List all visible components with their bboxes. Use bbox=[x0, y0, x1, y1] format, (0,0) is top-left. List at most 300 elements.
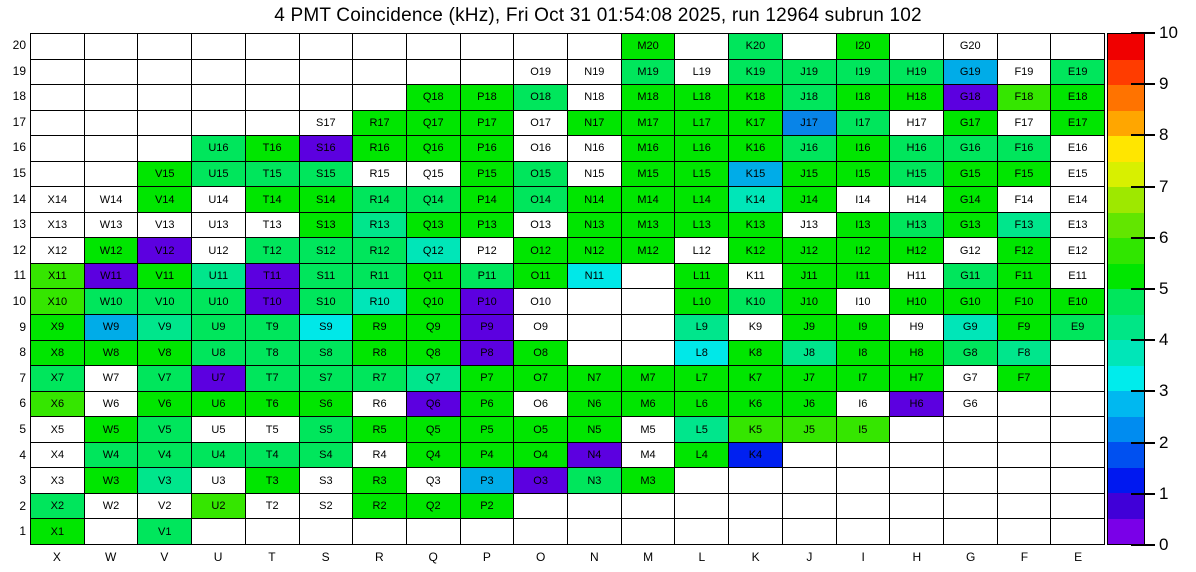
grid-cell bbox=[729, 238, 783, 264]
grid-cell bbox=[998, 238, 1052, 264]
grid-cell bbox=[461, 187, 515, 213]
grid-cell bbox=[300, 417, 354, 443]
grid-cell bbox=[353, 494, 407, 520]
grid-cell-label: P10 bbox=[477, 295, 497, 308]
colorbar-segment bbox=[1108, 340, 1144, 366]
grid-cell-label: U10 bbox=[208, 295, 229, 308]
grid-cell bbox=[461, 392, 515, 418]
grid-cell bbox=[837, 417, 891, 443]
grid-cell-label: T11 bbox=[263, 270, 282, 283]
grid-cell-label: L8 bbox=[695, 346, 708, 359]
grid-cell-label: U12 bbox=[208, 244, 229, 257]
grid-cell bbox=[300, 519, 354, 545]
grid-cell bbox=[514, 136, 568, 162]
colorbar-tick-label: 6 bbox=[1159, 227, 1169, 247]
grid-cell bbox=[944, 289, 998, 315]
grid-cell-label: L13 bbox=[692, 219, 711, 232]
grid-cell bbox=[31, 468, 85, 494]
grid-cell bbox=[461, 136, 515, 162]
grid-cell bbox=[31, 34, 85, 60]
grid-cell-label: S2 bbox=[319, 500, 333, 513]
grid-cell bbox=[407, 264, 461, 290]
grid-cell-label: H15 bbox=[906, 168, 927, 181]
grid-cell bbox=[246, 392, 300, 418]
grid-cell bbox=[192, 85, 246, 111]
grid-cell bbox=[783, 264, 837, 290]
grid-cell bbox=[461, 34, 515, 60]
grid-cell bbox=[514, 85, 568, 111]
grid-cell-label: R5 bbox=[372, 423, 387, 436]
colorbar-tick bbox=[1131, 288, 1155, 290]
grid-cell-label: M5 bbox=[640, 423, 656, 436]
grid-cell-label: H7 bbox=[909, 372, 924, 385]
grid-cell-label: M12 bbox=[637, 244, 659, 257]
grid-cell bbox=[783, 366, 837, 392]
grid-cell bbox=[890, 366, 944, 392]
grid-cell bbox=[353, 162, 407, 188]
grid-cell bbox=[1051, 366, 1105, 392]
grid-cell-label: X1 bbox=[50, 525, 65, 538]
grid-cell-label: Q16 bbox=[422, 142, 444, 155]
grid-cell bbox=[1051, 341, 1105, 367]
grid-cell bbox=[461, 213, 515, 239]
grid-cell-label: X11 bbox=[47, 270, 67, 283]
grid-cell-label: I9 bbox=[858, 321, 868, 334]
grid-cell bbox=[622, 468, 676, 494]
grid-cell bbox=[85, 187, 139, 213]
grid-cell bbox=[1051, 494, 1105, 520]
grid-cell bbox=[944, 341, 998, 367]
colorbar-tick bbox=[1131, 544, 1155, 546]
grid-cell bbox=[138, 238, 192, 264]
grid-cell-label: Q18 bbox=[422, 91, 444, 104]
grid-cell-label: P15 bbox=[477, 168, 497, 181]
grid-cell bbox=[31, 392, 85, 418]
grid-cell bbox=[353, 443, 407, 469]
grid-cell-label: R14 bbox=[369, 193, 390, 206]
grid-cell bbox=[622, 85, 676, 111]
grid-cell bbox=[729, 85, 783, 111]
grid-cell bbox=[998, 417, 1052, 443]
grid-cell-label: F7 bbox=[1017, 372, 1031, 385]
grid-cell bbox=[729, 341, 783, 367]
grid-cell-label: S12 bbox=[316, 244, 336, 257]
grid-cell-label: E9 bbox=[1070, 321, 1085, 334]
grid-cell bbox=[837, 443, 891, 469]
colorbar-segment bbox=[1108, 468, 1144, 494]
grid-cell-label: O19 bbox=[530, 65, 552, 78]
grid-cell-label: I5 bbox=[858, 423, 868, 436]
grid-cell bbox=[31, 162, 85, 188]
grid-cell bbox=[729, 417, 783, 443]
grid-cell-label: M6 bbox=[640, 397, 656, 410]
grid-cell bbox=[622, 417, 676, 443]
grid-cell-label: F9 bbox=[1017, 321, 1031, 334]
grid-cell bbox=[1051, 136, 1105, 162]
grid-cell-label: F14 bbox=[1014, 193, 1034, 206]
grid-cell-label: X2 bbox=[50, 500, 65, 513]
grid-cell bbox=[31, 289, 85, 315]
grid-cell-label: Q14 bbox=[422, 193, 444, 206]
grid-cell bbox=[85, 366, 139, 392]
grid-cell-label: T9 bbox=[265, 321, 279, 334]
grid-cell bbox=[407, 417, 461, 443]
grid-cell-label: E13 bbox=[1067, 219, 1088, 232]
grid-cell-label: Q8 bbox=[425, 346, 441, 359]
grid-cell bbox=[246, 60, 300, 86]
grid-cell-label: G14 bbox=[959, 193, 981, 206]
grid-cell-label: P11 bbox=[477, 270, 497, 283]
grid-cell bbox=[944, 238, 998, 264]
grid-cell bbox=[353, 85, 407, 111]
grid-cell-label: E18 bbox=[1067, 91, 1088, 104]
grid-cell bbox=[944, 366, 998, 392]
grid-cell-label: G20 bbox=[959, 40, 981, 53]
x-axis-tick-label: V bbox=[160, 550, 169, 564]
grid-cell bbox=[890, 213, 944, 239]
grid-cell-label: T4 bbox=[265, 449, 279, 462]
grid-cell bbox=[31, 417, 85, 443]
x-axis-tick-label: J bbox=[806, 550, 813, 564]
grid-cell bbox=[300, 187, 354, 213]
grid-cell-label: N11 bbox=[584, 270, 605, 283]
grid-cell bbox=[998, 519, 1052, 545]
grid-cell-label: J11 bbox=[800, 270, 818, 283]
grid-cell bbox=[514, 213, 568, 239]
x-axis-tick-label: Q bbox=[428, 550, 438, 564]
grid-cell-label: U11 bbox=[208, 270, 229, 283]
colorbar-segment bbox=[1108, 264, 1144, 290]
grid-cell bbox=[568, 519, 622, 545]
colorbar-segment bbox=[1108, 162, 1144, 188]
grid-cell bbox=[890, 136, 944, 162]
grid-cell bbox=[353, 60, 407, 86]
grid-cell-label: I7 bbox=[858, 372, 868, 385]
grid-cell bbox=[944, 136, 998, 162]
grid-cell bbox=[890, 341, 944, 367]
colorbar-tick bbox=[1131, 339, 1155, 341]
grid-cell bbox=[246, 289, 300, 315]
grid-cell-label: M20 bbox=[637, 40, 659, 53]
grid-cell bbox=[783, 136, 837, 162]
chart-title: 4 PMT Coincidence (kHz), Fri Oct 31 01:54:08 2025, run 12964 subrun 102 bbox=[274, 5, 922, 26]
grid-cell bbox=[568, 289, 622, 315]
grid-cell bbox=[85, 443, 139, 469]
grid-cell bbox=[783, 468, 837, 494]
grid-cell bbox=[407, 162, 461, 188]
grid-cell bbox=[998, 392, 1052, 418]
grid-cell-label: X7 bbox=[50, 372, 65, 385]
grid-cell-label: S15 bbox=[316, 168, 336, 181]
grid-cell bbox=[85, 341, 139, 367]
grid-cell-label: U16 bbox=[208, 142, 229, 155]
grid-cell bbox=[568, 468, 622, 494]
grid-cell bbox=[944, 468, 998, 494]
grid-cell bbox=[31, 85, 85, 111]
grid-cell-label: I6 bbox=[858, 397, 868, 410]
grid-cell bbox=[998, 443, 1052, 469]
grid-cell-label: F13 bbox=[1014, 219, 1034, 232]
grid-cell bbox=[729, 392, 783, 418]
grid-cell bbox=[31, 136, 85, 162]
grid-cell bbox=[514, 264, 568, 290]
grid-cell bbox=[568, 366, 622, 392]
grid-cell bbox=[568, 213, 622, 239]
grid-cell-label: E10 bbox=[1067, 295, 1088, 308]
grid-cell bbox=[1051, 264, 1105, 290]
grid-cell bbox=[568, 417, 622, 443]
grid-cell-label: S4 bbox=[319, 449, 333, 462]
grid-cell-label: J16 bbox=[800, 142, 819, 155]
grid-cell bbox=[890, 392, 944, 418]
grid-cell-label: S6 bbox=[319, 397, 333, 410]
grid-cell bbox=[407, 85, 461, 111]
grid-cell-label: H17 bbox=[906, 116, 927, 129]
grid-cell bbox=[138, 136, 192, 162]
grid-cell-label: E17 bbox=[1067, 116, 1088, 129]
grid-cell-label: S16 bbox=[316, 142, 336, 155]
grid-cell bbox=[353, 289, 407, 315]
grid-cell-label: G10 bbox=[959, 295, 981, 308]
grid-cell bbox=[407, 315, 461, 341]
grid-cell bbox=[246, 238, 300, 264]
grid-cell bbox=[890, 111, 944, 137]
grid-cell-label: X13 bbox=[47, 219, 68, 232]
grid-cell bbox=[622, 341, 676, 367]
grid-cell bbox=[783, 60, 837, 86]
grid-cell-label: R3 bbox=[372, 474, 387, 487]
grid-cell-label: X4 bbox=[50, 449, 65, 462]
grid-cell bbox=[246, 213, 300, 239]
grid-cell bbox=[300, 238, 354, 264]
grid-cell bbox=[461, 315, 515, 341]
grid-cell bbox=[568, 111, 622, 137]
grid-cell-label: P9 bbox=[480, 321, 494, 334]
colorbar-tick-label: 7 bbox=[1159, 176, 1169, 196]
grid-cell bbox=[246, 34, 300, 60]
grid-cell-label: H11 bbox=[906, 270, 927, 283]
grid-cell-label: V8 bbox=[158, 346, 172, 359]
grid-cell bbox=[675, 315, 729, 341]
grid-cell-label: O7 bbox=[533, 372, 548, 385]
grid-cell bbox=[192, 468, 246, 494]
grid-cell bbox=[246, 519, 300, 545]
grid-cell-label: G16 bbox=[959, 142, 981, 155]
grid-cell-label: V11 bbox=[155, 270, 175, 283]
colorbar-segment bbox=[1108, 60, 1144, 86]
grid-cell-label: Q4 bbox=[425, 449, 441, 462]
grid-cell-label: W6 bbox=[102, 397, 120, 410]
grid-cell-label: P18 bbox=[477, 91, 497, 104]
grid-cell-label: M14 bbox=[637, 193, 659, 206]
x-axis-tick-label: H bbox=[912, 550, 922, 564]
colorbar-segment bbox=[1108, 136, 1144, 162]
y-axis-tick-label: 20 bbox=[12, 38, 26, 52]
colorbar-tick-label: 9 bbox=[1159, 74, 1169, 94]
y-axis-tick-label: 11 bbox=[13, 268, 26, 283]
colorbar-tick-label: 10 bbox=[1159, 23, 1178, 42]
grid-cell-label: Q12 bbox=[422, 244, 444, 257]
grid-cell-label: W4 bbox=[102, 449, 120, 462]
grid-cell bbox=[353, 417, 407, 443]
grid-cell bbox=[675, 111, 729, 137]
colorbar-segment bbox=[1108, 34, 1144, 60]
grid-cell-label: T14 bbox=[262, 193, 282, 206]
grid-cell-label: O8 bbox=[533, 346, 548, 359]
grid-cell bbox=[461, 443, 515, 469]
grid-cell-label: Q11 bbox=[423, 270, 444, 283]
y-axis-tick-label: 5 bbox=[19, 422, 26, 436]
grid-cell bbox=[85, 417, 139, 443]
grid-cell bbox=[890, 468, 944, 494]
grid-cell-label: T2 bbox=[265, 500, 279, 513]
grid-cell bbox=[31, 366, 85, 392]
grid-cell bbox=[246, 468, 300, 494]
grid-cell bbox=[353, 392, 407, 418]
grid-cell bbox=[300, 494, 354, 520]
grid-cell-label: R11 bbox=[369, 270, 390, 283]
grid-cell-label: I16 bbox=[855, 142, 871, 155]
grid-cell bbox=[85, 289, 139, 315]
grid-cell bbox=[622, 111, 676, 137]
grid-cell-label: N16 bbox=[584, 142, 605, 155]
grid-cell bbox=[729, 187, 783, 213]
grid-cell bbox=[837, 162, 891, 188]
colorbar-tick-label: 1 bbox=[1159, 483, 1169, 503]
grid-cell-label: Q17 bbox=[422, 116, 444, 129]
grid-cell bbox=[246, 162, 300, 188]
grid-cell-label: L11 bbox=[692, 270, 711, 283]
grid-cell-label: P2 bbox=[480, 500, 494, 513]
grid-cell-label: R15 bbox=[369, 168, 390, 181]
grid-cell-label: M16 bbox=[637, 142, 659, 155]
grid-cell-label: Q2 bbox=[425, 500, 441, 513]
grid-cell-label: Q15 bbox=[422, 168, 444, 181]
grid-cell-label: X14 bbox=[47, 193, 68, 206]
grid-cell-label: I12 bbox=[855, 244, 871, 257]
grid-cell-label: R17 bbox=[369, 116, 390, 129]
grid-cell-label: K13 bbox=[745, 219, 766, 232]
grid-cell-label: L7 bbox=[695, 372, 708, 385]
grid-cell-label: R8 bbox=[372, 346, 387, 359]
grid-cell-label: U14 bbox=[208, 193, 229, 206]
colorbar-segment bbox=[1108, 442, 1144, 468]
grid-cell bbox=[568, 162, 622, 188]
grid-cell-label: F16 bbox=[1014, 142, 1034, 155]
grid-cell bbox=[353, 34, 407, 60]
grid-cell bbox=[407, 289, 461, 315]
grid-cell-label: R16 bbox=[369, 142, 390, 155]
grid-cell-label: L17 bbox=[692, 116, 711, 129]
grid-cell-label: K11 bbox=[746, 270, 765, 283]
grid-cell bbox=[998, 494, 1052, 520]
grid-cell bbox=[1051, 213, 1105, 239]
grid-cell-label: P13 bbox=[477, 219, 497, 232]
heatmap-grid bbox=[30, 33, 1105, 545]
grid-cell-label: X9 bbox=[50, 321, 65, 334]
grid-cell bbox=[353, 315, 407, 341]
grid-cell bbox=[568, 315, 622, 341]
grid-cell-label: R2 bbox=[372, 500, 387, 513]
grid-cell-label: J6 bbox=[803, 397, 815, 410]
grid-cell-label: V1 bbox=[158, 525, 172, 538]
grid-cell bbox=[85, 60, 139, 86]
grid-cell bbox=[998, 264, 1052, 290]
grid-cell-label: W13 bbox=[99, 219, 123, 232]
grid-cell-label: K12 bbox=[745, 244, 766, 257]
grid-cell bbox=[138, 187, 192, 213]
grid-cell-label: H13 bbox=[906, 219, 927, 232]
grid-cell bbox=[998, 213, 1052, 239]
grid-cell bbox=[192, 213, 246, 239]
grid-cell bbox=[514, 341, 568, 367]
grid-cell bbox=[944, 494, 998, 520]
grid-cell-label: F8 bbox=[1017, 346, 1031, 359]
grid-cell bbox=[998, 366, 1052, 392]
grid-cell-label: R6 bbox=[372, 397, 387, 410]
grid-cell-label: U6 bbox=[211, 397, 226, 410]
grid-cell bbox=[300, 289, 354, 315]
y-axis-tick-label: 3 bbox=[19, 473, 26, 488]
grid-cell bbox=[31, 213, 85, 239]
grid-cell bbox=[192, 60, 246, 86]
grid-cell-label: L6 bbox=[695, 397, 708, 410]
grid-cell bbox=[675, 34, 729, 60]
grid-cell-label: H18 bbox=[906, 91, 927, 104]
grid-cell bbox=[407, 213, 461, 239]
grid-cell-label: G8 bbox=[962, 346, 978, 359]
grid-cell-label: S8 bbox=[319, 346, 333, 359]
grid-cell-label: K9 bbox=[748, 321, 763, 334]
grid-cell-label: J9 bbox=[803, 321, 815, 334]
grid-cell-label: G9 bbox=[962, 321, 978, 334]
grid-cell bbox=[837, 468, 891, 494]
grid-cell-label: S14 bbox=[316, 193, 336, 206]
grid-cell-label: X5 bbox=[50, 423, 65, 436]
grid-cell bbox=[783, 162, 837, 188]
grid-cell bbox=[85, 111, 139, 137]
grid-cell-label: K6 bbox=[748, 397, 763, 410]
grid-cell bbox=[85, 468, 139, 494]
grid-cell bbox=[837, 213, 891, 239]
grid-cell-label: V3 bbox=[158, 474, 172, 487]
grid-cell-label: X6 bbox=[50, 397, 65, 410]
x-axis-tick-label: U bbox=[213, 550, 223, 564]
grid-cell-label: I20 bbox=[855, 40, 871, 53]
grid-cell-label: S11 bbox=[316, 270, 336, 283]
grid-cell bbox=[138, 34, 192, 60]
grid-cell bbox=[407, 366, 461, 392]
grid-cell bbox=[192, 136, 246, 162]
grid-cell-label: O12 bbox=[530, 244, 552, 257]
grid-cell bbox=[85, 264, 139, 290]
grid-cell bbox=[890, 289, 944, 315]
grid-cell bbox=[246, 366, 300, 392]
grid-cell bbox=[461, 264, 515, 290]
grid-cell-label: V6 bbox=[158, 397, 172, 410]
grid-cell bbox=[729, 111, 783, 137]
grid-cell-label: H16 bbox=[906, 142, 927, 155]
grid-cell bbox=[622, 392, 676, 418]
grid-cell-label: R4 bbox=[372, 449, 387, 462]
grid-cell-label: S5 bbox=[319, 423, 333, 436]
grid-cell-label: E19 bbox=[1067, 65, 1088, 78]
grid-cell bbox=[675, 162, 729, 188]
grid-cell bbox=[622, 289, 676, 315]
grid-cell-label: I17 bbox=[855, 116, 871, 129]
grid-cell-label: W10 bbox=[99, 295, 123, 308]
grid-cell bbox=[783, 341, 837, 367]
